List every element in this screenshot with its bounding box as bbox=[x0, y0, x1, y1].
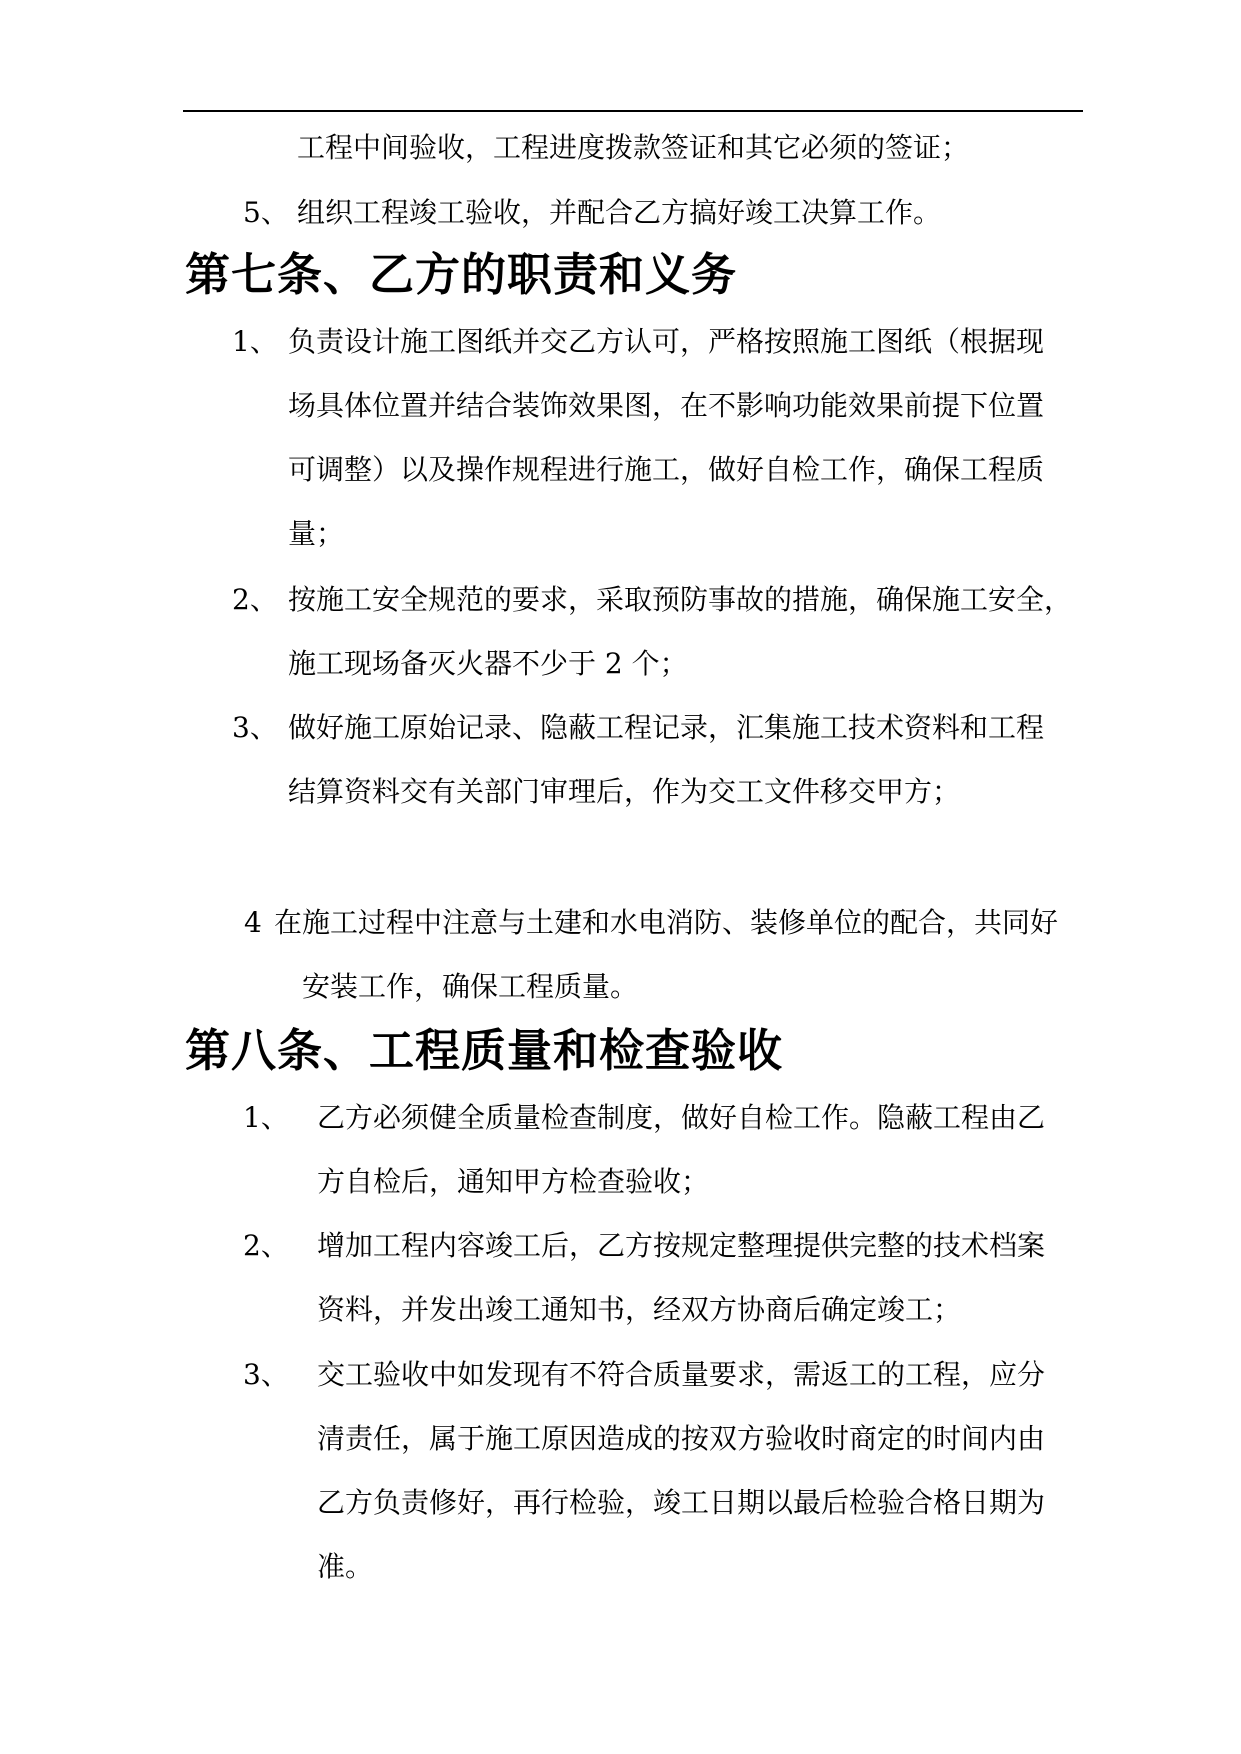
item-text-line: 在施工过程中注意与土建和水电消防、装修单位的配合，共同好 bbox=[274, 906, 1059, 939]
item-text-line: 可调整）以及操作规程进行施工，做好自检工作，确保工程质 bbox=[288, 453, 1045, 486]
item-text-line: 方自检后，通知甲方检查验收； bbox=[317, 1165, 710, 1198]
item-number: 1、 bbox=[232, 325, 278, 358]
section-heading-7: 第七条、乙方的职责和义务 bbox=[185, 248, 738, 301]
item-text-line: 清责任，属于施工原因造成的按双方验收时商定的时间内由 bbox=[317, 1422, 1046, 1455]
item-text-line: 资料，并发出竣工通知书，经双方协商后确定竣工； bbox=[317, 1293, 962, 1326]
section-heading-8: 第八条、工程质量和检查验收 bbox=[185, 1024, 784, 1077]
item-text-line: 安装工作，确保工程质量。 bbox=[302, 970, 639, 1003]
header-rule bbox=[183, 110, 1083, 112]
item-text-line: 准。 bbox=[317, 1550, 374, 1583]
item-number: 4 bbox=[244, 906, 262, 939]
item-text-line: 按施工安全规范的要求，采取预防事故的措施，确保施工安全， bbox=[288, 583, 1073, 616]
item-number: 5、 bbox=[243, 196, 289, 229]
item-number: 3、 bbox=[232, 711, 278, 744]
item-text-line: 做好施工原始记录、隐蔽工程记录，汇集施工技术资料和工程 bbox=[288, 711, 1045, 744]
continuation-line: 工程中间验收，工程进度拨款签证和其它必须的签证； bbox=[297, 131, 970, 164]
item-text-line: 施工现场备灭火器不少于 2 个； bbox=[288, 647, 688, 680]
item-text-line: 乙方负责修好，再行检验，竣工日期以最后检验合格日期为 bbox=[317, 1486, 1046, 1519]
item-text-line: 乙方必须健全质量检查制度，做好自检工作。隐蔽工程由乙 bbox=[317, 1101, 1046, 1134]
item-text-line: 组织工程竣工验收，并配合乙方搞好竣工决算工作。 bbox=[297, 196, 942, 229]
item-number: 1、 bbox=[243, 1101, 289, 1134]
item-text-line: 场具体位置并结合装饰效果图，在不影响功能效果前提下位置 bbox=[288, 389, 1045, 422]
item-number: 2、 bbox=[232, 583, 278, 616]
item-text-line: 增加工程内容竣工后，乙方按规定整理提供完整的技术档案 bbox=[317, 1229, 1046, 1262]
item-number: 2、 bbox=[243, 1229, 289, 1262]
item-number: 3、 bbox=[243, 1358, 289, 1391]
item-text-line: 交工验收中如发现有不符合质量要求，需返工的工程，应分 bbox=[317, 1358, 1046, 1391]
item-text-line: 结算资料交有关部门审理后，作为交工文件移交甲方； bbox=[288, 775, 961, 808]
item-text-line: 负责设计施工图纸并交乙方认可，严格按照施工图纸（根据现 bbox=[288, 325, 1045, 358]
item-text-line: 量； bbox=[288, 517, 345, 550]
